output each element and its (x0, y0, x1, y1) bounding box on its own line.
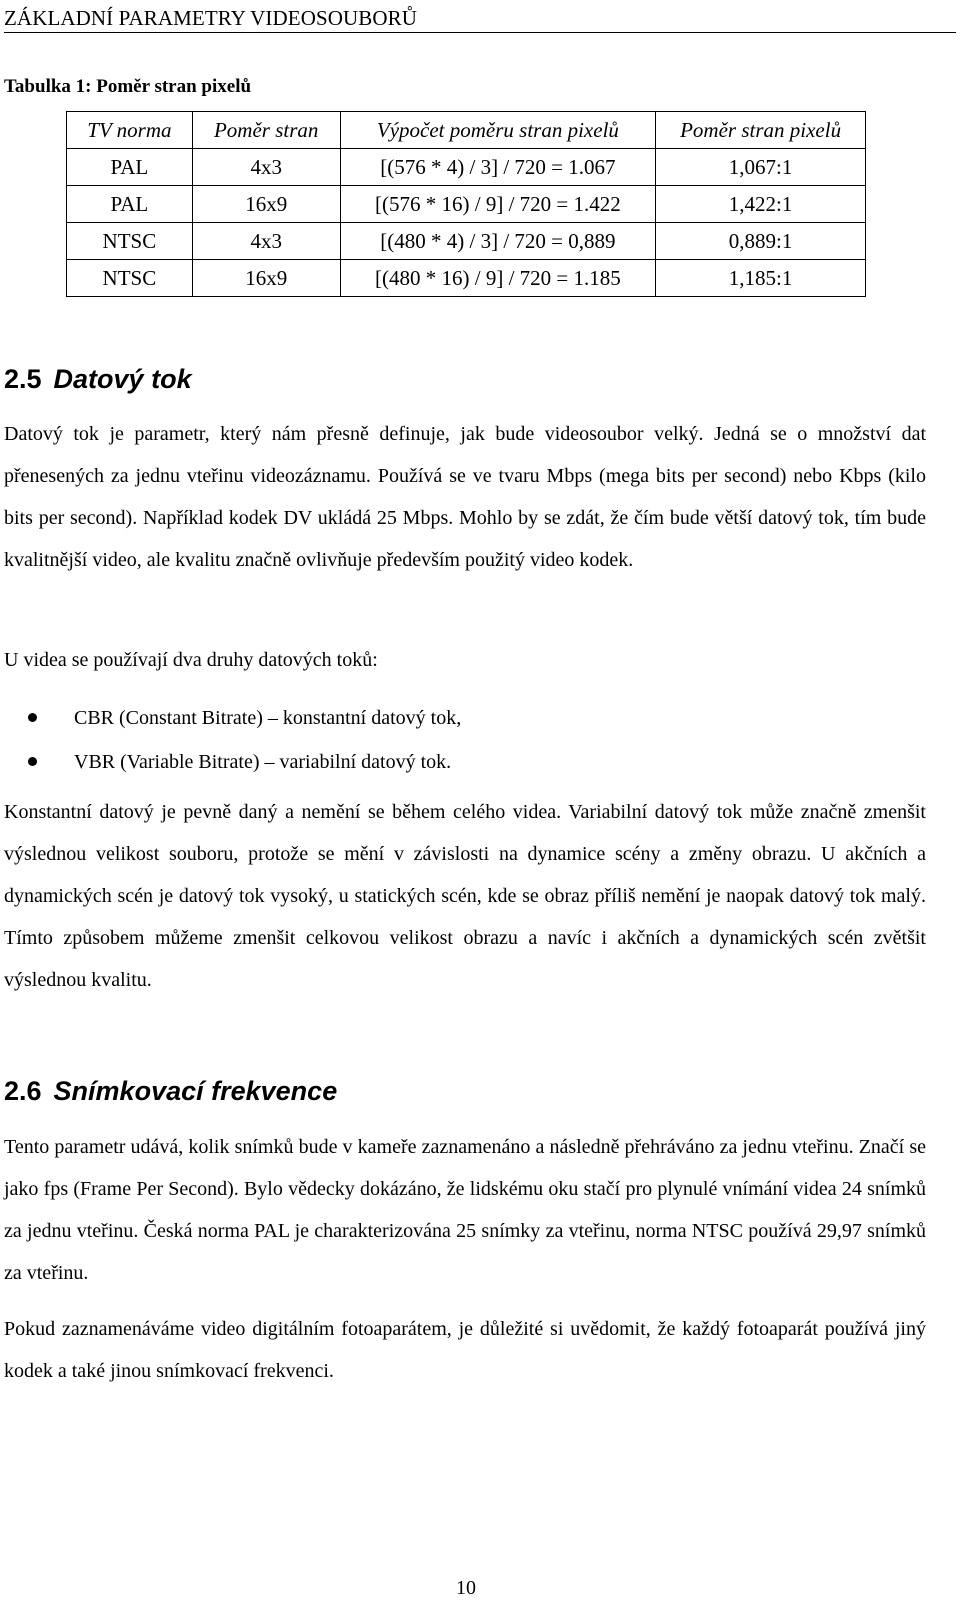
paragraph-stream-types-intro: U videa se používají dva druhy datových toků: (4, 649, 378, 671)
column-header: Poměr stran pixelů (656, 112, 866, 149)
table-cell: 4x3 (192, 223, 340, 260)
section-number: 2.6 (4, 1076, 42, 1106)
list-item (4, 696, 926, 740)
list-item-text: CBR (Constant Bitrate) – konstantní datový tok, (74, 707, 462, 729)
paragraph-datovy-tok-definition: Datový tok je parametr, který nám přesně definuje, jak bude videosoubor velký. Jedná se o množství dat přenesených za jednu vteřinu videozáznamu. Používá se ve tvaru Mbps (mega bits per second) nebo Kbps (kilo bits per second). Například kodek DV ukládá 25 Mbps. Mohlo by se zdát, že čím bude větší datový tok, tím bude kvalitnější video, ale kvalitu značně ovlivňuje především použitý video kodek. (4, 423, 926, 571)
table-cell: 16x9 (192, 260, 340, 297)
column-header: Výpočet poměru stran pixelů (340, 112, 656, 149)
paragraph-cbr-vbr: Konstantní datový je pevně daný a nemění se během celého videa. Variabilní datový tok může značně zmenšit výslednou velikost souboru, protože se mění v závislosti na dynamice scény a změny obrazu. U akčních a dynamických scén je datový tok vysoký, u statických scén, kde se obraz příliš nemění je naopak datový tok malý. Tímto způsobem můžeme zmenšit celkovou velikost obrazu a navíc i akčních a dynamických scén zvětšit výslednou kvalitu. (4, 801, 926, 991)
table-header-row (67, 112, 866, 149)
table-cell: 16x9 (192, 186, 340, 223)
table-cell: [(576 * 4) / 3] / 720 = 1.067 (340, 149, 656, 186)
section-title: Snímkovací frekvence (53, 1076, 338, 1106)
section-title: Datový tok (53, 364, 192, 394)
table-cell: [(480 * 4) / 3] / 720 = 0,889 (340, 223, 656, 260)
list-item (4, 740, 926, 784)
table-cell: NTSC (67, 260, 193, 297)
table-row (67, 260, 866, 297)
table-cell: [(480 * 16) / 9] / 720 = 1.185 (340, 260, 656, 297)
section-heading-snimkovaci-frekvence (4, 1074, 337, 1108)
table-cell: NTSC (67, 223, 193, 260)
pixel-aspect-table (66, 111, 866, 297)
page-number: 10 (456, 1577, 476, 1599)
table-row (67, 149, 866, 186)
section-number: 2.5 (4, 364, 42, 394)
bitrate-types-list (4, 696, 926, 784)
column-header: Poměr stran (192, 112, 340, 149)
paragraph-fps-definition: Tento parametr udává, kolik snímků bude v kameře zaznamenáno a následně přehráváno za jednu vteřinu. Značí se jako fps (Frame Per Second). Bylo vědecky dokázáno, že lidskému oku stačí pro plynulé vnímání videa 24 snímků za jednu vteřinu. Česká norma PAL je charakterizována 25 snímky za vteřinu, norma NTSC používá 29,97 snímků za vteřinu. (4, 1136, 926, 1284)
bullet-icon (28, 757, 37, 766)
running-header: ZÁKLADNÍ PARAMETRY VIDEOSOUBORŮ (4, 4, 956, 33)
table-cell: PAL (67, 186, 193, 223)
bullet-icon (28, 713, 37, 722)
table-cell: 4x3 (192, 149, 340, 186)
table-cell: PAL (67, 149, 193, 186)
paragraph-camera-codec: Pokud zaznamenáváme video digitálním fotoaparátem, je důležité si uvědomit, že každý fotoaparát používá jiný kodek a také jinou snímkovací frekvenci. (4, 1318, 926, 1382)
table-cell: 0,889:1 (656, 223, 866, 260)
section-heading-datovy-tok (4, 362, 192, 396)
table-row (67, 223, 866, 260)
table-cell: 1,185:1 (656, 260, 866, 297)
table-cell: [(576 * 16) / 9] / 720 = 1.422 (340, 186, 656, 223)
table-cell: 1,067:1 (656, 149, 866, 186)
table-caption: Tabulka 1: Poměr stran pixelů (4, 76, 252, 97)
list-item-text: VBR (Variable Bitrate) – variabilní datový tok. (74, 751, 452, 773)
table-cell: 1,422:1 (656, 186, 866, 223)
table-row (67, 186, 866, 223)
column-header: TV norma (67, 112, 193, 149)
